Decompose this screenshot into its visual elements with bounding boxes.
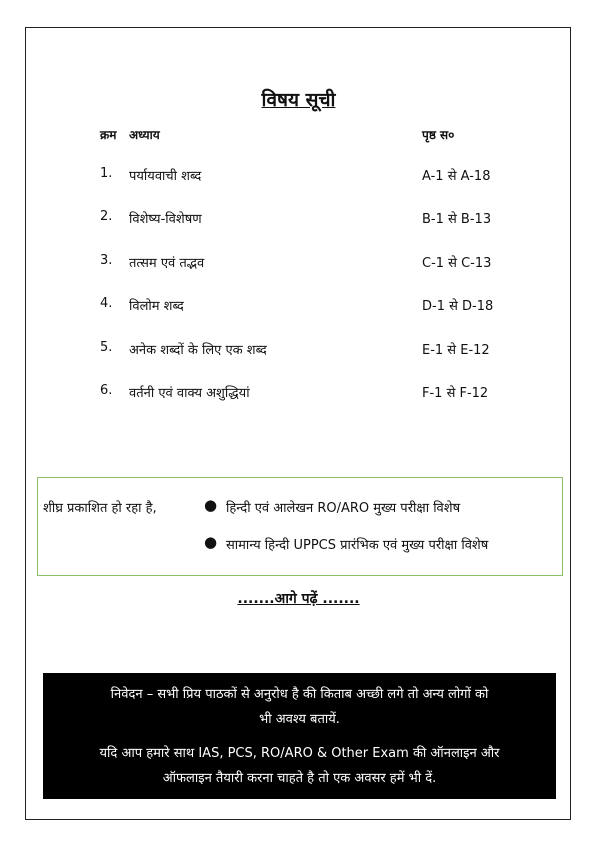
request-line: ऑफलाइन तैयारी करना चाहते है तो एक अवसर हमें भी दें. bbox=[162, 771, 437, 786]
row-number: 3. bbox=[100, 253, 113, 268]
row-pages: C-1 से C-13 bbox=[422, 256, 492, 271]
row-chapter: पर्यायवाची शब्द bbox=[129, 169, 202, 184]
row-chapter: अनेक शब्दों के लिए एक शब्द bbox=[129, 343, 267, 358]
toc-title: विषय सूची bbox=[261, 89, 336, 111]
row-number: 6. bbox=[100, 383, 113, 398]
row-chapter: वर्तनी एवं वाक्य अशुद्धियां bbox=[129, 386, 250, 401]
row-pages: B-1 से B-13 bbox=[422, 212, 492, 227]
read-more-link[interactable]: .......आगे पढ़ें ....... bbox=[237, 591, 360, 607]
bullet-icon: ● bbox=[204, 533, 218, 551]
request-line: निवेदन – सभी प्रिय पाठकों से अनुरोध है की किताब अच्छी लगे तो अन्य लोगों को bbox=[110, 687, 489, 702]
row-chapter: विलोम शब्द bbox=[129, 299, 184, 314]
request-line: यदि आप हमारे साथ IAS, PCS, RO/ARO & Other Exam की ऑनलाइन और bbox=[99, 746, 500, 761]
row-chapter: विशेष्य-विशेषण bbox=[129, 212, 202, 227]
row-number: 1. bbox=[100, 166, 113, 181]
header-number: क्रम bbox=[100, 128, 117, 142]
row-chapter: तत्सम एवं तद्भव bbox=[129, 256, 205, 271]
row-pages: E-1 से E-12 bbox=[422, 343, 490, 358]
request-box bbox=[43, 673, 556, 799]
upcoming-book-item: हिन्दी एवं आलेखन RO/ARO मुख्य परीक्षा विशेष bbox=[226, 501, 461, 516]
row-number: 4. bbox=[100, 296, 113, 311]
row-pages: A-1 से A-18 bbox=[422, 169, 491, 184]
request-line: भी अवश्य बतायें. bbox=[259, 712, 340, 727]
bullet-icon: ● bbox=[204, 496, 218, 514]
row-number: 5. bbox=[100, 340, 113, 355]
upcoming-notice-lead: शीघ्र प्रकाशित हो रहा है, bbox=[43, 501, 157, 516]
row-pages: F-1 से F-12 bbox=[422, 386, 489, 401]
header-pages: पृष्ठ स० bbox=[422, 128, 455, 142]
upcoming-notice-box bbox=[37, 477, 563, 576]
upcoming-book-item: सामान्य हिन्दी UPPCS प्रारंभिक एवं मुख्य परीक्षा विशेष bbox=[226, 538, 489, 553]
row-number: 2. bbox=[100, 209, 113, 224]
row-pages: D-1 से D-18 bbox=[422, 299, 494, 314]
header-chapter: अध्याय bbox=[129, 128, 160, 142]
